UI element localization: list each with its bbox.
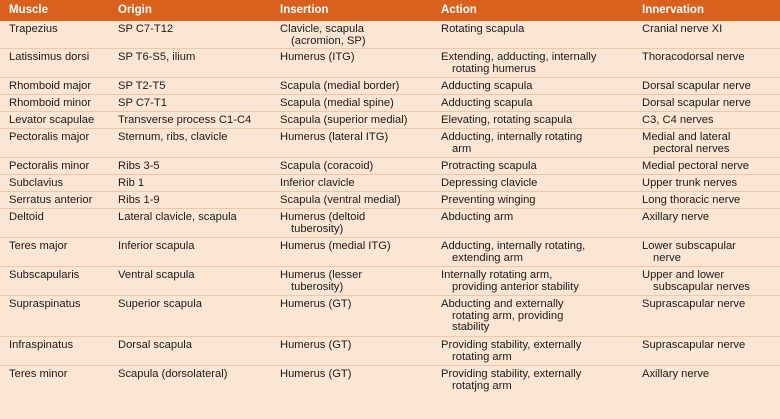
cell-muscle [0, 158, 109, 175]
cell-origin [109, 112, 271, 129]
cell-text-line: pectoral nerves [653, 142, 730, 155]
cell-text-line: Preventing winging [441, 194, 536, 206]
cell-text-line: Suprascapular nerve [642, 298, 746, 310]
cell-text-line: Teres minor [9, 368, 68, 380]
cell-innervation [633, 49, 780, 78]
cell-origin [109, 175, 271, 192]
cell-text-line: Scapula (superior medial) [280, 114, 408, 126]
cell-text-line: Cranial nerve XI [642, 23, 723, 35]
cell-text-line: Elevating, rotating scapula [441, 114, 573, 126]
cell-text-line: Rhomboid minor [9, 97, 92, 109]
cell-text-line: Inferior clavicle [280, 177, 355, 189]
cell-text-line: Suprascapular nerve [642, 339, 746, 351]
table-row [0, 158, 780, 175]
cell-muscle [0, 95, 109, 112]
cell-action [432, 129, 633, 158]
cell-insertion [271, 267, 432, 296]
table-row [0, 21, 780, 49]
header-insertion: Insertion [280, 4, 329, 16]
cell-innervation [633, 209, 780, 238]
table-row [0, 95, 780, 112]
cell-text-line: Extending, adducting, internally [441, 51, 597, 63]
cell-text-line: Sternum, ribs, clavicle [118, 131, 228, 143]
cell-text-line: Medial pectoral nerve [642, 160, 749, 172]
cell-action [432, 78, 633, 95]
cell-text-line: Clavicle, scapula [280, 23, 364, 35]
cell-action [432, 49, 633, 78]
cell-insertion [271, 337, 432, 366]
cell-insertion [271, 238, 432, 267]
cell-text-line: Rotating scapula [441, 23, 525, 35]
cell-muscle [0, 112, 109, 129]
cell-text-line: Abducting and externally [441, 298, 564, 310]
header-muscle: Muscle [9, 4, 48, 16]
cell-insertion [271, 78, 432, 95]
cell-text-line: Scapula (medial border) [280, 80, 400, 92]
cell-text-line: Transverse process C1-C4 [118, 114, 252, 126]
cell-text-line: providing anterior stability [452, 280, 579, 293]
table-row [0, 209, 780, 238]
cell-text-line: Deltoid [9, 211, 44, 223]
table-row [0, 192, 780, 209]
header-origin: Origin [118, 4, 152, 16]
cell-insertion [271, 112, 432, 129]
cell-text-line: Ventral scapula [118, 269, 195, 281]
cell-text-line: SP T2-T5 [118, 80, 166, 92]
cell-text-line: Scapula (coracoid) [280, 160, 374, 172]
cell-text-line: Humerus (GT) [280, 339, 352, 351]
cell-text-line: Ribs 3-5 [118, 160, 160, 172]
cell-origin [109, 296, 271, 337]
table-row [0, 175, 780, 192]
cell-text-line: C3, C4 nerves [642, 114, 714, 126]
cell-text-line: Internally rotating arm, [441, 269, 553, 281]
cell-text-line: Humerus (deltoid [280, 211, 366, 223]
cell-insertion [271, 158, 432, 175]
cell-text-line: (acromion, SP) [291, 34, 366, 47]
table-row [0, 267, 780, 296]
table-row [0, 49, 780, 78]
cell-text-line: Trapezius [9, 23, 58, 35]
cell-innervation [633, 267, 780, 296]
cell-action [432, 158, 633, 175]
table-row [0, 296, 780, 337]
cell-muscle [0, 337, 109, 366]
cell-origin [109, 192, 271, 209]
cell-origin [109, 238, 271, 267]
cell-text-line: SP T6-S5, ilium [118, 51, 196, 63]
header-innervation: Innervation [642, 4, 704, 16]
table-row [0, 129, 780, 158]
cell-innervation [633, 337, 780, 366]
cell-text-line: tuberosity) [291, 222, 344, 235]
cell-text-line: Humerus (GT) [280, 368, 352, 380]
cell-action [432, 209, 633, 238]
cell-muscle [0, 296, 109, 337]
cell-text-line: Providing stability, externally [441, 339, 582, 351]
cell-text-line: Dorsal scapula [118, 339, 192, 351]
cell-text-line: Humerus (lateral ITG) [280, 131, 389, 143]
cell-text-line: Adducting scapula [441, 97, 533, 109]
table-row [0, 78, 780, 95]
cell-insertion [271, 366, 432, 395]
cell-text-line: Long thoracic nerve [642, 194, 741, 206]
cell-action [432, 175, 633, 192]
cell-action [432, 192, 633, 209]
cell-innervation [633, 238, 780, 267]
cell-text-line: Infraspinatus [9, 339, 74, 351]
cell-text-line: Upper trunk nerves [642, 177, 738, 189]
cell-innervation [633, 78, 780, 95]
cell-insertion [271, 209, 432, 238]
table-body [0, 21, 780, 395]
cell-text-line: Scapula (medial spine) [280, 97, 394, 109]
cell-action [432, 337, 633, 366]
cell-origin [109, 267, 271, 296]
cell-insertion [271, 296, 432, 337]
cell-muscle [0, 129, 109, 158]
cell-text-line: Scapula (dorsolateral) [118, 368, 228, 380]
table-row [0, 337, 780, 366]
cell-text-line: nerve [653, 251, 681, 264]
cell-text-line: subscapular nerves [653, 280, 751, 293]
cell-text-line: Latissimus dorsi [9, 51, 90, 63]
cell-text-line: Medial and lateral [642, 131, 731, 143]
cell-origin [109, 78, 271, 95]
cell-origin [109, 209, 271, 238]
cell-muscle [0, 366, 109, 395]
cell-innervation [633, 366, 780, 395]
cell-insertion [271, 95, 432, 112]
cell-text-line: Dorsal scapular nerve [642, 97, 751, 109]
cell-origin [109, 129, 271, 158]
header-row [0, 0, 780, 21]
cell-muscle [0, 175, 109, 192]
cell-text-line: Serratus anterior [9, 194, 93, 206]
cell-text-line: extending arm [452, 251, 523, 264]
cell-action [432, 296, 633, 337]
cell-insertion [271, 129, 432, 158]
cell-text-line: Ribs 1-9 [118, 194, 160, 206]
cell-text-line: Upper and lower [642, 269, 725, 281]
cell-muscle [0, 49, 109, 78]
cell-text-line: Rhomboid major [9, 80, 92, 92]
cell-text-line: tuberosity) [291, 280, 344, 293]
cell-insertion [271, 192, 432, 209]
cell-text-line: Depressing clavicle [441, 177, 538, 189]
table-row [0, 366, 780, 395]
cell-text-line: Humerus (medial ITG) [280, 240, 391, 252]
cell-text-line: arm [452, 142, 472, 155]
cell-text-line: Axillary nerve [642, 368, 710, 380]
cell-text-line: Adducting, internally rotating, [441, 240, 586, 252]
cell-innervation [633, 129, 780, 158]
cell-text-line: Levator scapulae [9, 114, 95, 126]
cell-muscle [0, 21, 109, 49]
cell-text-line: rotatjng arm [452, 379, 512, 392]
header-action: Action [441, 4, 477, 16]
cell-innervation [633, 95, 780, 112]
table-row [0, 112, 780, 129]
cell-text-line: Protracting scapula [441, 160, 537, 172]
cell-text-line: Humerus (lesser [280, 269, 363, 281]
cell-text-line: Thoracodorsal nerve [642, 51, 745, 63]
cell-origin [109, 95, 271, 112]
cell-text-line: Dorsal scapular nerve [642, 80, 751, 92]
cell-muscle [0, 78, 109, 95]
cell-innervation [633, 112, 780, 129]
cell-text-line: rotating arm, providing [452, 309, 564, 322]
cell-text-line: Humerus (ITG) [280, 51, 355, 63]
cell-muscle [0, 267, 109, 296]
cell-origin [109, 158, 271, 175]
cell-innervation [633, 158, 780, 175]
cell-innervation [633, 21, 780, 49]
table-row [0, 238, 780, 267]
cell-muscle [0, 238, 109, 267]
cell-text-line: Rib 1 [118, 177, 145, 189]
cell-action [432, 366, 633, 395]
cell-text-line: rotating humerus [452, 62, 536, 75]
cell-text-line: Providing stability, externally [441, 368, 582, 380]
cell-text-line: Adducting, internally rotating [441, 131, 583, 143]
cell-text-line: Humerus (GT) [280, 298, 352, 310]
cell-origin [109, 337, 271, 366]
cell-text-line: Lateral clavicle, scapula [118, 211, 237, 223]
cell-text-line: Pectoralis minor [9, 160, 90, 172]
cell-origin [109, 21, 271, 49]
cell-action [432, 21, 633, 49]
cell-origin [109, 366, 271, 395]
cell-innervation [633, 296, 780, 337]
cell-muscle [0, 209, 109, 238]
cell-text-line: Abducting arm [441, 211, 514, 223]
cell-action [432, 112, 633, 129]
cell-text-line: Lower subscapular [642, 240, 736, 252]
cell-innervation [633, 192, 780, 209]
cell-text-line: stability [452, 321, 490, 333]
cell-action [432, 95, 633, 112]
cell-action [432, 267, 633, 296]
cell-text-line: Subscapularis [9, 269, 80, 281]
cell-text-line: Inferior scapula [118, 240, 195, 252]
cell-text-line: Teres major [9, 240, 68, 252]
cell-text-line: SP C7-T12 [118, 23, 174, 35]
cell-insertion [271, 49, 432, 78]
cell-text-line: Scapula (ventral medial) [280, 194, 401, 206]
cell-action [432, 238, 633, 267]
cell-text-line: Axillary nerve [642, 211, 710, 223]
cell-text-line: Subclavius [9, 177, 64, 189]
cell-text-line: rotating arm [452, 350, 512, 363]
cell-text-line: SP C7-T1 [118, 97, 167, 109]
cell-origin [109, 49, 271, 78]
cell-innervation [633, 175, 780, 192]
cell-insertion [271, 175, 432, 192]
cell-text-line: Adducting scapula [441, 80, 533, 92]
cell-insertion [271, 21, 432, 49]
table-header [0, 0, 780, 21]
cell-text-line: Supraspinatus [9, 298, 81, 310]
cell-text-line: Pectoralis major [9, 131, 90, 143]
cell-text-line: Superior scapula [118, 298, 202, 310]
cell-muscle [0, 192, 109, 209]
